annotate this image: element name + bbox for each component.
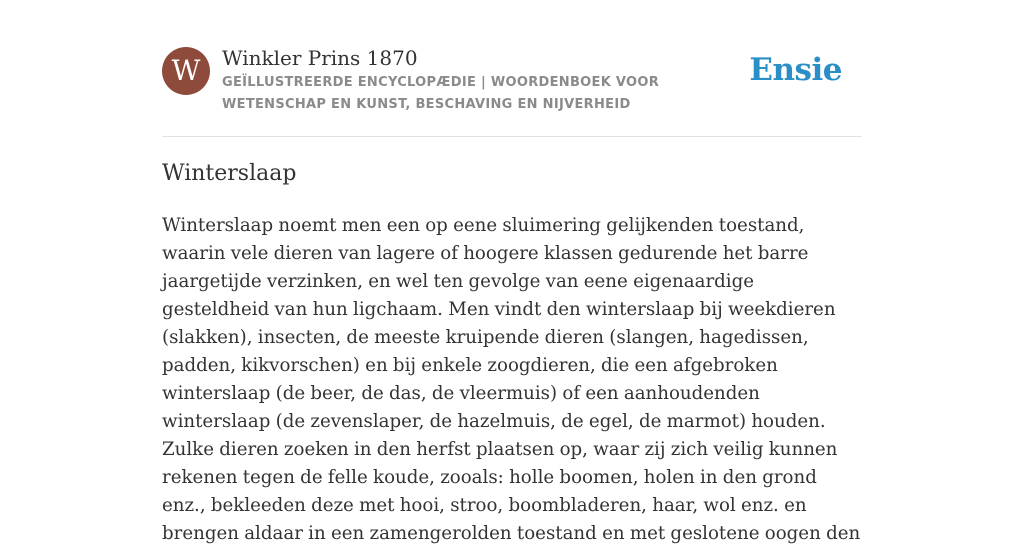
source-header (162, 44, 862, 137)
article-title: Winterslaap (162, 161, 297, 186)
ensie-logo-link[interactable]: Ensie (749, 52, 842, 88)
source-title[interactable]: Winkler Prins 1870 (222, 46, 418, 70)
article-body: Winterslaap noemt men een op eene sluimering gelijkenden toestand, waarin vele dieren van lagere of hoogere klassen gedurende het barre jaargetijde verzinken, en wel ten gevolge van eene eigenaardige gesteldheid van hun ligchaam. Men vindt den winterslaap bij weekdieren (slakken), insecten, de meeste kruipende dieren (slangen, hagedissen, padden, kikvorschen) en bij enkele zoogdieren, die een afgebroken winterslaap (de beer, de das, de vleermuis) of een aanhoudenden winterslaap (de zevenslaper, de hazelmuis, de egel, de marmot) houden. Zulke dieren zoeken in den herfst plaatsen op, waar zij zich veilig kunnen rekenen tegen de felle koude, zooals: holle boomen, holen in den grond enz., bekleeden deze met hooi, stroo, boombladeren, haar, wol enz. en brengen aldaar in een zamengerolden toestand en met geslotene oogen den (162, 215, 861, 544)
source-avatar: W (162, 47, 210, 95)
source-subtitle: GEÏLLUSTREERDE ENCYCLOPÆDIE | WOORDENBOEK VOOR WETENSCHAP EN KUNST, BESCHAVING EN NIJVERHEID (222, 75, 660, 112)
